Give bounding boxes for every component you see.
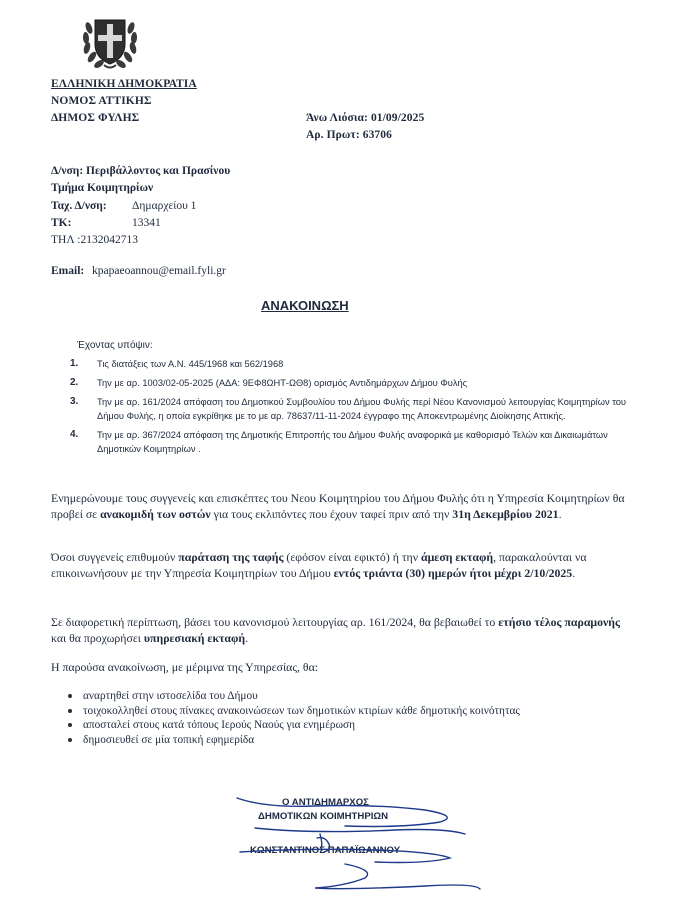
para2-bold-extension: παράταση της ταφής: [178, 550, 284, 564]
header-prefecture: ΝΟΜΟΣ ΑΤΤΙΚΗΣ: [51, 95, 152, 107]
list-item: [70, 357, 630, 371]
list-item: [66, 689, 646, 704]
greek-coat-of-arms-emblem: [80, 10, 140, 72]
bullet-icon: [68, 709, 72, 713]
para3-text-e: .: [245, 631, 249, 645]
list-item-text: αποσταλεί στους κατά τόπους Ιερούς Ναούς για ενημέρωση: [83, 719, 356, 731]
paragraph-extension-request: [51, 549, 629, 581]
email-label: Email:: [51, 265, 85, 277]
para2-bold-immediate-exhumation: άμεση εκταφή: [421, 550, 494, 564]
header-protocol-number: Αρ. Πρωτ: 63706: [306, 129, 392, 141]
bullet-icon: [68, 723, 72, 727]
signature-name: ΚΩΝΣΤΑΝΤΙΝΟΣ ΠΑΠΑΪΩΑΝΝΟΥ: [250, 845, 401, 856]
list-item: [66, 704, 646, 719]
header-country: ΕΛΛΗΝΙΚΗ ΔΗΜΟΚΡΑΤΙΑ: [51, 78, 197, 90]
list-item-text: Τις διατάξεις των Α.Ν. 445/1968 και 562/1968: [97, 359, 284, 369]
list-item: [70, 428, 630, 456]
bullet-icon: [68, 738, 72, 742]
para2-text-e: , παρακαλούνται να επικοινωνήσουν με την Υπηρεσία Κοιμητηρίων του Δήμου: [51, 550, 587, 580]
para3-bold-annual-fee: ετήσιο τέλος παραμονής: [498, 615, 620, 629]
para3-text-a: Σε διαφορετική περίπτωση, βάσει του κανονισμού λειτουργίας αρ. 161/2024, θα βεβαιωθεί το: [51, 615, 499, 629]
list-item-text: δημοσιευθεί σε μία τοπική εφημερίδα: [83, 733, 255, 746]
header-place-date: Άνω Λιόσια: 01/09/2025: [306, 112, 425, 124]
considerations-list: [70, 357, 630, 459]
list-item-number: 1.: [70, 358, 79, 369]
para2-bold-deadline: εντός τριάντα (30) ημερών ήτοι μέχρι 2/10/2025: [333, 566, 573, 580]
department-directorate: Δ/νση: Περιβάλλοντος και Πρασίνου: [51, 165, 231, 177]
list-item: [70, 395, 630, 423]
list-item-text: Την με αρ. 161/2024 απόφαση του Δημοτικού Συμβουλίου του Δήμου Φυλής περί Νέου Κανονισμού λειτουργίας Κοιμητηρίων του Δήμου Φυλής, η οποία εγκρίθηκε με το με αρ. 78637/11-11-2024 έγγραφο της Αποκεντρωμένης Διοίκησης Αττικής.: [97, 397, 626, 421]
para1-text-a: Ενημερώνουμε τους συγγενείς και επισκέπτες του Νεου Κοιμητηρίου του Δήμου Φυλής ότι η Υπηρεσία Κοιμητηρίων θα προβεί σε: [51, 491, 625, 521]
address-label: Ταχ. Δ/νση:: [51, 200, 107, 212]
signature-title-line2: ΔΗΜΟΤΙΚΩΝ ΚΟΙΜΗΤΗΡΙΩΝ: [258, 811, 389, 822]
para2-text-c: (εφόσον είναι εφικτό) ή την: [283, 550, 422, 564]
zip-label: ΤΚ:: [51, 217, 72, 229]
list-item-number: 4.: [70, 429, 79, 440]
para3-bold-service-exhumation: υπηρεσιακή εκταφή: [143, 631, 246, 645]
list-item-number: 2.: [70, 377, 79, 388]
email-value: kpapaeoannou@email.fyli.gr: [92, 265, 226, 277]
phone-line: ΤΗΛ :2132042713: [51, 234, 138, 246]
publication-actions-list: [66, 689, 646, 747]
para2-text-a: Όσοι συγγενείς επιθυμούν: [51, 550, 179, 564]
para1-bold-bone-collection: ανακομιδή των οστών: [100, 507, 211, 521]
bullet-icon: [68, 694, 72, 698]
para3-text-c: και θα προχωρήσει: [51, 631, 144, 645]
signature-title-line1: Ο ΑΝΤΙΔΗΜΑΡΧΟΣ: [282, 797, 369, 808]
list-item-text: Την με αρ. 1003/02-05-2025 (ΑΔΑ: 9ΕΦ8ΩΗΤ-ΩΘ8) ορισμός Αντιδημάρχων Δήμου Φυλής: [97, 378, 468, 388]
list-item: [66, 733, 646, 748]
intro-text: Έχοντας υπόψιν:: [77, 340, 153, 351]
para1-text-c: για τους εκλιπόντες που έχουν ταφεί πριν από την: [210, 507, 453, 521]
list-item-number: 3.: [70, 396, 79, 407]
para2-text-g: .: [572, 566, 576, 580]
paragraph-exhumation-notice: [51, 490, 629, 522]
header-municipality: ΔΗΜΟΣ ΦΥΛΗΣ: [51, 112, 140, 124]
handwritten-signature: [225, 790, 485, 895]
list-item-text: Την με αρ. 367/2024 απόφαση της Δημοτικής Επιτροπής του Δήμου Φυλής αναφορικά με καθορισμό Τελών και Δικαιωμάτων Δημοτικών Κοιμητηρίων .: [97, 430, 608, 454]
para1-text-e: .: [558, 507, 562, 521]
list-item-text: τοιχοκολληθεί στους πίνακες ανακοινώσεων των δημοτικών κτιρίων κάθε δημοτικής κοινότητας: [83, 704, 520, 717]
department-section: Τμήμα Κοιμητηρίων: [51, 182, 154, 194]
notice-title: ΑΝΑΚΟΙΝΩΣΗ: [261, 298, 349, 313]
address-value: Δημαρχείου 1: [132, 200, 197, 212]
para1-bold-date: 31η Δεκεμβρίου 2021: [452, 507, 559, 521]
list-item-text: αναρτηθεί στην ιστοσελίδα του Δήμου: [83, 690, 258, 702]
paragraph-otherwise: [51, 614, 629, 646]
zip-value: 13341: [132, 217, 161, 229]
list-item: [66, 718, 646, 733]
list-item: [70, 376, 630, 390]
paragraph-publication-intro: Η παρούσα ανακοίνωση, με μέριμνα της Υπηρεσίας, θα:: [51, 660, 319, 674]
